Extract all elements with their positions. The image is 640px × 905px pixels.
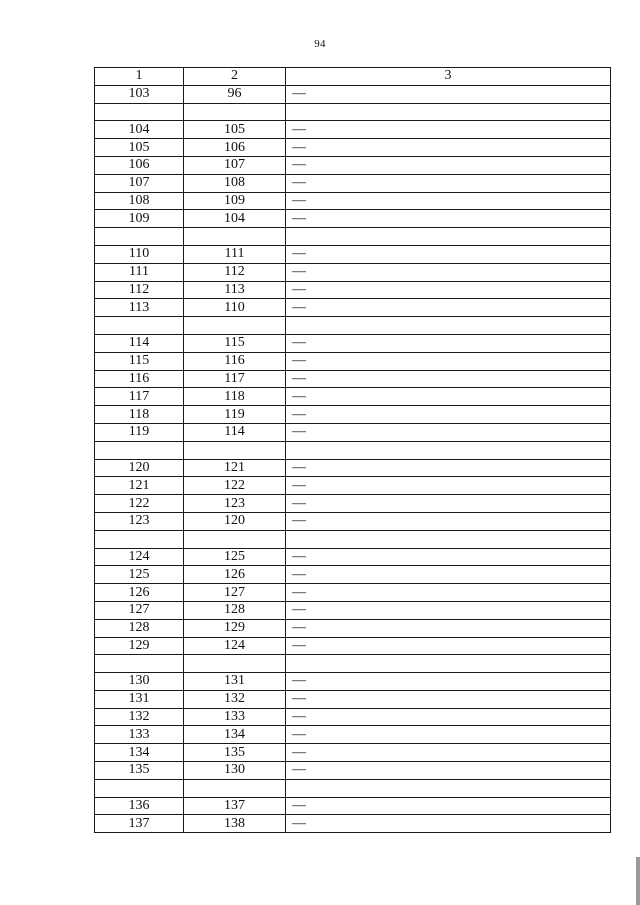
table-row (95, 459, 611, 477)
cell-col-2: 96 (184, 85, 286, 103)
cell-col-2: 125 (184, 548, 286, 566)
table-row (95, 334, 611, 352)
table-row (95, 655, 611, 673)
cell-col-2: 127 (184, 584, 286, 602)
cell-col-3: — (286, 370, 611, 388)
cell-col-1: 110 (95, 245, 184, 263)
cell-col-3: — (286, 388, 611, 406)
header-row (95, 68, 611, 86)
cell-col-2: 106 (184, 139, 286, 157)
cell-col-1: 120 (95, 459, 184, 477)
cell-col-3: — (286, 192, 611, 210)
table-row (95, 317, 611, 335)
table-row (95, 85, 611, 103)
table-row (95, 192, 611, 210)
data-table (94, 67, 611, 833)
table-row (95, 566, 611, 584)
cell-col-2 (184, 103, 286, 121)
table-row (95, 601, 611, 619)
cell-col-1: 136 (95, 797, 184, 815)
table-row (95, 673, 611, 691)
table-row (95, 530, 611, 548)
table-header (95, 68, 611, 86)
cell-col-3: — (286, 423, 611, 441)
page-edge-mark (636, 857, 640, 905)
cell-col-2: 112 (184, 263, 286, 281)
cell-col-3: — (286, 281, 611, 299)
cell-col-1: 135 (95, 762, 184, 780)
column-header-3: 3 (286, 68, 611, 86)
cell-col-2: 134 (184, 726, 286, 744)
cell-col-3: — (286, 548, 611, 566)
cell-col-3: — (286, 512, 611, 530)
cell-col-3 (286, 530, 611, 548)
cell-col-2: 130 (184, 762, 286, 780)
cell-col-1: 121 (95, 477, 184, 495)
cell-col-1: 114 (95, 334, 184, 352)
cell-col-3: — (286, 815, 611, 833)
cell-col-2: 123 (184, 495, 286, 513)
table-row (95, 370, 611, 388)
cell-col-3 (286, 317, 611, 335)
table-row (95, 619, 611, 637)
cell-col-2: 122 (184, 477, 286, 495)
cell-col-3: — (286, 174, 611, 192)
cell-col-3 (286, 655, 611, 673)
cell-col-2 (184, 655, 286, 673)
cell-col-1: 119 (95, 423, 184, 441)
cell-col-1: 109 (95, 210, 184, 228)
cell-col-2: 120 (184, 512, 286, 530)
cell-col-2: 118 (184, 388, 286, 406)
cell-col-1: 124 (95, 548, 184, 566)
cell-col-2: 119 (184, 406, 286, 424)
table-row (95, 512, 611, 530)
table-body (95, 85, 611, 832)
cell-col-1: 105 (95, 139, 184, 157)
cell-col-1: 113 (95, 299, 184, 317)
cell-col-1: 137 (95, 815, 184, 833)
cell-col-2: 135 (184, 744, 286, 762)
cell-col-1: 123 (95, 512, 184, 530)
cell-col-2: 129 (184, 619, 286, 637)
cell-col-1 (95, 317, 184, 335)
cell-col-1: 134 (95, 744, 184, 762)
table-row (95, 548, 611, 566)
cell-col-2: 131 (184, 673, 286, 691)
cell-col-1: 106 (95, 156, 184, 174)
cell-col-3: — (286, 673, 611, 691)
cell-col-3: — (286, 690, 611, 708)
cell-col-3: — (286, 352, 611, 370)
table-row (95, 281, 611, 299)
table-row (95, 708, 611, 726)
cell-col-3: — (286, 797, 611, 815)
table-row (95, 690, 611, 708)
cell-col-3: — (286, 299, 611, 317)
cell-col-2: 114 (184, 423, 286, 441)
cell-col-3: — (286, 459, 611, 477)
table-row (95, 441, 611, 459)
table-row (95, 263, 611, 281)
cell-col-1: 131 (95, 690, 184, 708)
cell-col-2: 109 (184, 192, 286, 210)
cell-col-1: 132 (95, 708, 184, 726)
cell-col-2: 137 (184, 797, 286, 815)
cell-col-1: 125 (95, 566, 184, 584)
cell-col-2 (184, 530, 286, 548)
cell-col-2: 117 (184, 370, 286, 388)
cell-col-1: 108 (95, 192, 184, 210)
cell-col-3: — (286, 85, 611, 103)
cell-col-3: — (286, 637, 611, 655)
cell-col-1: 128 (95, 619, 184, 637)
cell-col-3 (286, 441, 611, 459)
table-row (95, 779, 611, 797)
cell-col-3 (286, 228, 611, 246)
table-row (95, 388, 611, 406)
cell-col-3: — (286, 744, 611, 762)
cell-col-3: — (286, 584, 611, 602)
table-row (95, 139, 611, 157)
table-row (95, 495, 611, 513)
table-row (95, 477, 611, 495)
cell-col-2: 138 (184, 815, 286, 833)
table-row (95, 762, 611, 780)
cell-col-3: — (286, 619, 611, 637)
cell-col-2: 121 (184, 459, 286, 477)
cell-col-1: 117 (95, 388, 184, 406)
cell-col-2: 116 (184, 352, 286, 370)
cell-col-3: — (286, 245, 611, 263)
cell-col-2: 115 (184, 334, 286, 352)
cell-col-2: 132 (184, 690, 286, 708)
table-row (95, 210, 611, 228)
cell-col-2: 108 (184, 174, 286, 192)
cell-col-1: 129 (95, 637, 184, 655)
cell-col-1: 122 (95, 495, 184, 513)
cell-col-1: 111 (95, 263, 184, 281)
cell-col-3: — (286, 726, 611, 744)
cell-col-2 (184, 441, 286, 459)
cell-col-1: 103 (95, 85, 184, 103)
cell-col-3: — (286, 495, 611, 513)
cell-col-1: 112 (95, 281, 184, 299)
cell-col-1 (95, 441, 184, 459)
cell-col-2 (184, 317, 286, 335)
table-row (95, 299, 611, 317)
cell-col-2: 110 (184, 299, 286, 317)
cell-col-3: — (286, 156, 611, 174)
cell-col-1: 126 (95, 584, 184, 602)
cell-col-1: 127 (95, 601, 184, 619)
table-row (95, 815, 611, 833)
cell-col-1 (95, 655, 184, 673)
column-header-1: 1 (95, 68, 184, 86)
table-row (95, 228, 611, 246)
table-row (95, 103, 611, 121)
column-header-2: 2 (184, 68, 286, 86)
cell-col-2: 128 (184, 601, 286, 619)
cell-col-3: — (286, 566, 611, 584)
cell-col-3: — (286, 121, 611, 139)
cell-col-1 (95, 103, 184, 121)
cell-col-1: 118 (95, 406, 184, 424)
table-row (95, 797, 611, 815)
cell-col-1: 133 (95, 726, 184, 744)
table-row (95, 584, 611, 602)
cell-col-3 (286, 779, 611, 797)
cell-col-3: — (286, 762, 611, 780)
cell-col-2 (184, 779, 286, 797)
cell-col-2 (184, 228, 286, 246)
cell-col-3: — (286, 334, 611, 352)
page-number: 94 (314, 38, 326, 50)
cell-col-2: 133 (184, 708, 286, 726)
cell-col-3: — (286, 477, 611, 495)
cell-col-3: — (286, 210, 611, 228)
cell-col-2: 107 (184, 156, 286, 174)
cell-col-1: 104 (95, 121, 184, 139)
table-row (95, 423, 611, 441)
cell-col-3: — (286, 601, 611, 619)
table-row (95, 744, 611, 762)
cell-col-1 (95, 228, 184, 246)
table-row (95, 352, 611, 370)
cell-col-1: 116 (95, 370, 184, 388)
table-row (95, 121, 611, 139)
cell-col-1 (95, 530, 184, 548)
cell-col-2: 126 (184, 566, 286, 584)
cell-col-3: — (286, 263, 611, 281)
cell-col-1: 130 (95, 673, 184, 691)
table-row (95, 726, 611, 744)
cell-col-2: 113 (184, 281, 286, 299)
cell-col-3: — (286, 708, 611, 726)
table-row (95, 406, 611, 424)
table-row (95, 245, 611, 263)
cell-col-1: 107 (95, 174, 184, 192)
cell-col-2: 104 (184, 210, 286, 228)
table-row (95, 174, 611, 192)
table-row (95, 156, 611, 174)
cell-col-1 (95, 779, 184, 797)
cell-col-2: 111 (184, 245, 286, 263)
cell-col-3 (286, 103, 611, 121)
table-row (95, 637, 611, 655)
cell-col-1: 115 (95, 352, 184, 370)
cell-col-2: 105 (184, 121, 286, 139)
cell-col-3: — (286, 406, 611, 424)
cell-col-3: — (286, 139, 611, 157)
cell-col-2: 124 (184, 637, 286, 655)
